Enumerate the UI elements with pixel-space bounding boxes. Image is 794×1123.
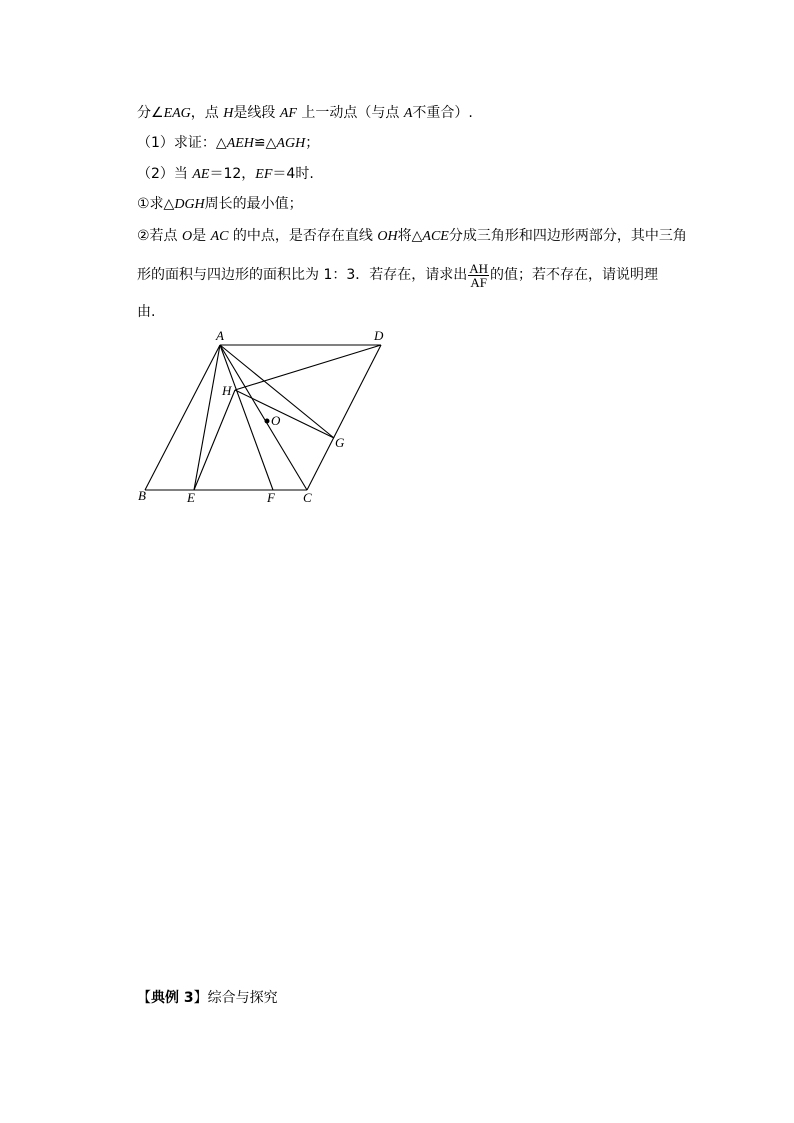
point-o <box>265 419 270 424</box>
figure-lines <box>145 345 381 490</box>
label-c: C <box>303 490 312 505</box>
label-b: B <box>138 488 146 503</box>
label-d: D <box>374 328 384 343</box>
fraction-ah-af: $\frac{AH}{AF}$ <box>469 260 489 290</box>
section-subtitle: 综合与探究 <box>207 990 278 1006</box>
section-heading: 【典例 3】综合与探究 <box>137 990 278 1006</box>
segment-ab <box>145 345 220 490</box>
problem-subpart-2: ②若点 O是 AC 的中点，是否存在直线 OH将△ACE分成三角形和四边形两部分，其中三角 <box>137 228 687 244</box>
geometry-figure <box>130 325 400 510</box>
problem-part-1: （1）求证：△AEH≌△AGH； <box>137 135 320 151</box>
segment-he <box>194 390 235 490</box>
segment-dc <box>307 345 381 490</box>
problem-part-2: （2）当 AE＝12，EF＝4时. <box>137 166 314 182</box>
label-h: H <box>222 383 232 398</box>
section-title: 典例 3 <box>151 990 194 1006</box>
problem-subpart-2-cont: 形的面积与四边形的面积比为 1：3．若存在，请求出 $\frac{AH}{AF}$ 的值；若不存在，请说明理 <box>137 260 659 290</box>
segment-hd <box>235 345 381 390</box>
problem-line-1: 分∠EAG，点 H是线段 AF 上一动点（与点 A不重合）. <box>137 105 473 121</box>
segment-ae <box>194 345 220 490</box>
label-o: O <box>271 413 281 428</box>
label-f: F <box>267 490 275 505</box>
label-e: E <box>187 490 195 505</box>
problem-subpart-1: ①求△DGH周长的最小值； <box>137 196 303 212</box>
label-a: A <box>216 328 224 343</box>
label-g: G <box>335 435 345 450</box>
segment-ac <box>220 345 307 490</box>
problem-line-end: 由. <box>137 304 156 320</box>
